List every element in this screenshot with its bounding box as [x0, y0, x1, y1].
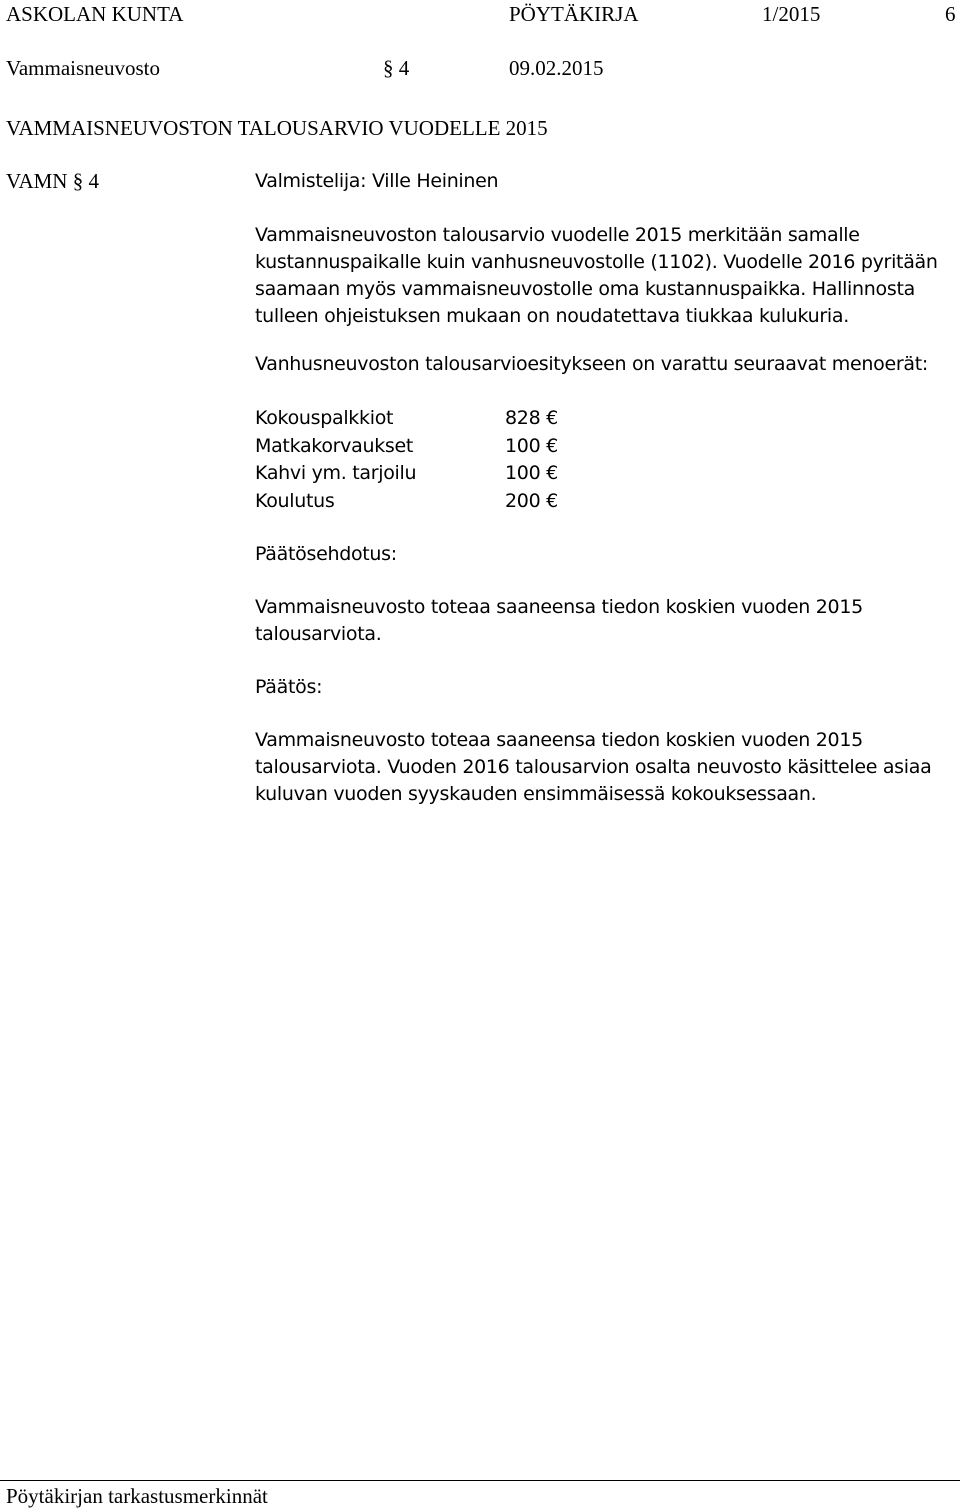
- proposal-heading: Päätösehdotus:: [255, 543, 397, 565]
- decision-text: Vammaisneuvosto toteaa saaneensa tiedon koskien vuoden 2015 talousarviota. Vuoden 2016 talousarvion osalta neuvosto käsittelee asiaa kuluvan vuoden syyskauden ensimmäisessä kokouksessaan.: [255, 729, 932, 805]
- meeting-date: 09.02.2015: [509, 56, 604, 80]
- budget-amount: 828 €: [505, 407, 558, 429]
- proposal-text: Vammaisneuvosto toteaa saaneensa tiedon koskien vuoden 2015 talousarviota.: [255, 596, 863, 645]
- organization-name: ASKOLAN KUNTA: [6, 2, 184, 26]
- budget-label: Matkakorvaukset: [255, 434, 414, 457]
- decision-heading: Päätös:: [255, 676, 323, 698]
- budget-label: Kahvi ym. tarjoilu: [255, 462, 417, 484]
- budget-row: [255, 405, 945, 433]
- item-code: VAMN § 4: [6, 169, 99, 193]
- budget-row: [255, 488, 945, 516]
- budget-label: Kokouspalkkiot: [255, 407, 394, 429]
- page-number: 6: [945, 2, 956, 26]
- budget-amount: 100 €: [505, 434, 558, 457]
- budget-row: [255, 460, 945, 488]
- budget-amount: 200 €: [505, 489, 558, 512]
- budget-intro: Vanhusneuvoston talousarvioesitykseen on varattu seuraavat menoerät:: [255, 353, 928, 375]
- budget-label: Koulutus: [255, 489, 335, 512]
- document-number: 1/2015: [762, 2, 821, 26]
- section-number: § 4: [383, 56, 410, 80]
- page-title: VAMMAISNEUVOSTON TALOUSARVIO VUODELLE 2015: [6, 116, 548, 140]
- main-content: [255, 222, 945, 808]
- footer-label: Pöytäkirjan tarkastusmerkinnät: [6, 1484, 268, 1508]
- preparer-line: Valmistelija: Ville Heininen: [255, 170, 499, 192]
- budget-list: [255, 405, 945, 515]
- budget-row: [255, 433, 945, 461]
- budget-amount: 100 €: [505, 462, 558, 484]
- intro-paragraph: Vammaisneuvoston talousarvio vuodelle 2015 merkitään samalle kustannuspaikalle kuin vanhusneuvostolle (1102). Vuodelle 2016 pyritään saamaan myös vammaisneuvostolle oma kustannuspaikka. Hallinnosta tulleen ohjeistuksen mukaan on noudatettava tiukkaa kulukuria.: [255, 224, 938, 327]
- council-name: Vammaisneuvosto: [6, 56, 160, 80]
- document-type: PÖYTÄKIRJA: [509, 2, 639, 26]
- footer-divider: [0, 1480, 960, 1481]
